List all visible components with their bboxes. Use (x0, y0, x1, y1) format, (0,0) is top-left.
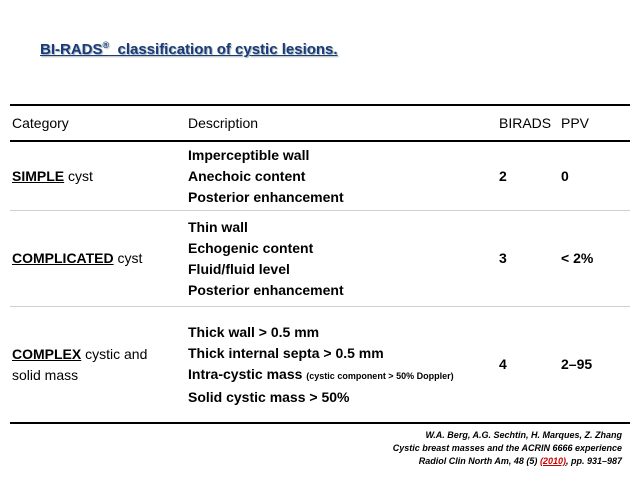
citation (393, 429, 622, 468)
category-key: COMPLICATED (12, 250, 114, 266)
description-line: Anechoic content (188, 167, 306, 184)
citation-journal (393, 455, 622, 468)
category-rest: cystic and solid mass (12, 345, 148, 383)
category-key: COMPLEX (12, 345, 82, 362)
description-line: Thin wall (188, 218, 248, 235)
citation-journal-a: Radiol Clin North Am, 48 (5) (418, 456, 540, 466)
description-line: Thick internal septa > 0.5 mm (188, 344, 384, 361)
description-line (188, 364, 493, 387)
classification-table (10, 104, 630, 424)
ppv-cell: 0 (561, 167, 569, 184)
description-text: Intra-cystic mass (188, 365, 303, 382)
registered-mark: ® (102, 40, 110, 50)
description-cell (180, 217, 493, 301)
header-description: Description (188, 114, 259, 131)
category-cell (10, 166, 180, 187)
description-line: Imperceptible wall (188, 146, 310, 163)
birads-cell: 2 (499, 167, 507, 184)
table-row (10, 211, 630, 307)
citation-article: Cystic breast masses and the ACRIN 6666 experience (392, 443, 622, 453)
doppler-note: (cystic component > 50% Doppler) (306, 370, 454, 381)
description-cell (180, 322, 493, 408)
category-rest: cyst (64, 167, 93, 184)
category-key: SIMPLE (12, 167, 65, 184)
header-birads: BIRADS (499, 114, 552, 131)
description-line: Posterior enhancement (188, 188, 344, 205)
description-line: Fluid/fluid level (188, 260, 290, 277)
table-row (10, 307, 630, 422)
ppv-cell: 2–95 (561, 356, 593, 372)
category-rest: cyst (113, 250, 143, 266)
table-row (10, 142, 630, 211)
header-category: Category (12, 114, 69, 131)
title-text: classification of cystic lesions. (117, 41, 338, 58)
description-line: Posterior enhancement (188, 281, 344, 298)
description-line: Thick wall > 0.5 mm (188, 323, 320, 340)
birads-cell: 4 (499, 356, 507, 372)
ppv-cell: < 2% (561, 250, 594, 266)
description-line: Solid cystic mass > 50% (188, 388, 350, 405)
citation-authors: W.A. Berg, A.G. Sechtin, H. Marques, Z. Zhang (425, 430, 622, 440)
citation-journal-b: , pp. 931–987 (565, 456, 622, 466)
title-birads: BI-RADS (40, 41, 103, 58)
citation-year: (2010) (539, 456, 566, 466)
header-ppv: PPV (561, 114, 590, 131)
description-cell (180, 145, 493, 208)
birads-cell: 3 (499, 250, 507, 266)
category-cell (10, 344, 180, 386)
table-header-row (10, 106, 630, 142)
description-line: Echogenic content (188, 239, 314, 256)
slide-title (40, 40, 338, 58)
category-cell (10, 248, 180, 269)
